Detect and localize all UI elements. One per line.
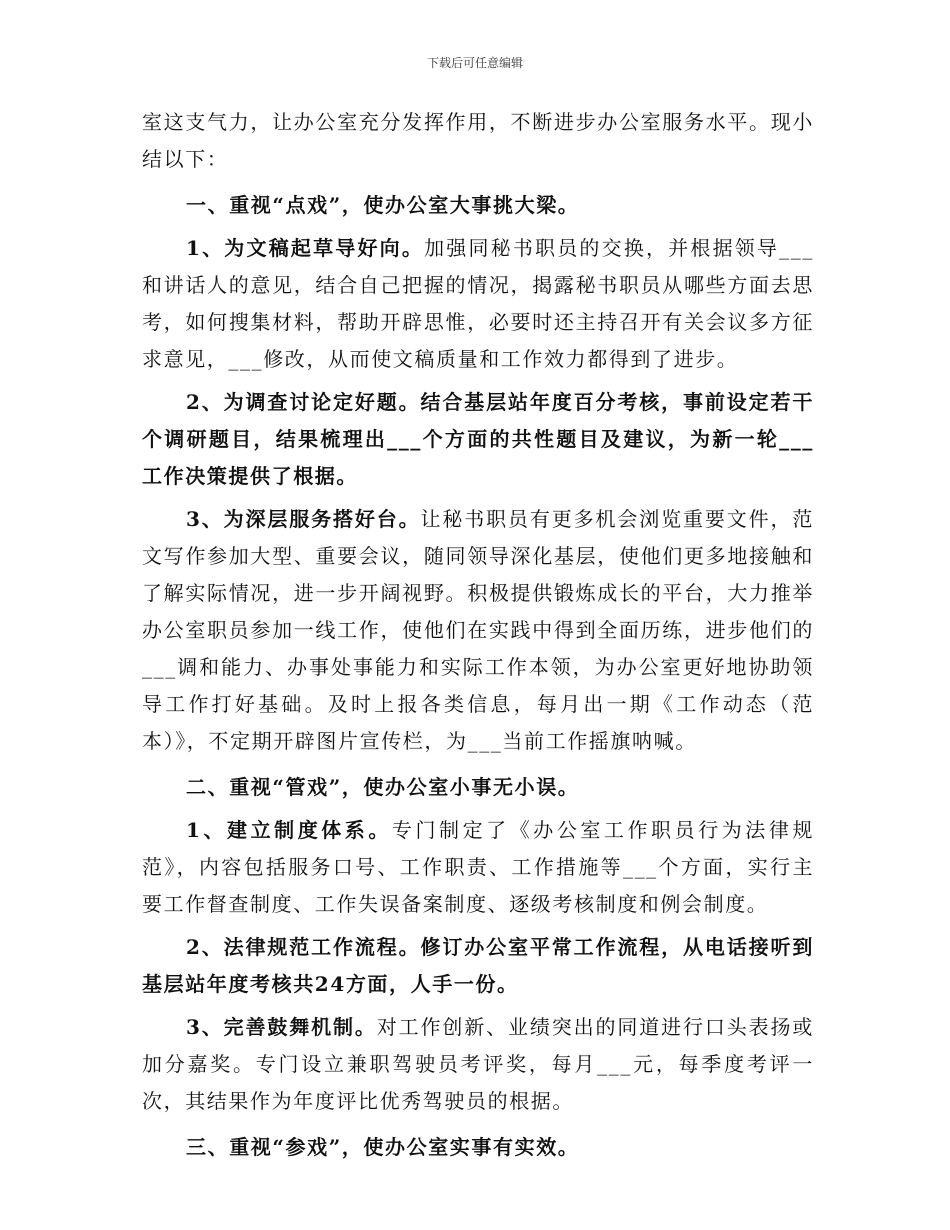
paragraph-intro: 室这支气力，让办公室充分发挥作用，不断进步办公室服务水平。现小结以下： (142, 110, 814, 171)
paragraph-4-body: 专门制定了《办公室工作职员行为法律规范》，内容包括服务口号、工作职责、工作措施等___个方面，实行主要工作督查制度、工作失误备案制度、逐级考核制度和例会制度。 (142, 818, 814, 916)
section-heading-2: 二、重视“管戏”，使办公室小事无小误。 (186, 775, 580, 799)
paragraph-6 (142, 1009, 814, 1120)
paragraph-1 (142, 230, 814, 378)
paragraph-1-body: 加强同秘书职员的交换，并根据领导___和讲话人的意见，结合自己把握的情况，揭露秘书职员从哪些方面去思考，如何搜集材料，帮助开辟思惟，必要时还主持召开有关会议多方征求意见，___修改，从而使文稿质量和工作效力都得到了进步。 (142, 236, 814, 371)
paragraph-3-body: 让秘书职员有更多机会浏览重要文件，范文写作参加大型、重要会议，随同领导深化基层，使他们更多地接触和了解实际情况，进一步开阔视野。积极提供锻炼成长的平台，大力推举办公室职员参加一线工作，使他们在实践中得到全面历练，进步他们的___调和能力、办事处事能力和实际工作本领，为办公室更好地协助领导工作打好基础。及时上报各类信息，每月出一期《工作动态（范本）》，不定期开辟图片宣传栏，为___当前工作摇旗呐喊。 (142, 507, 814, 753)
section-heading-1: 一、重视“点戏”，使办公室大事挑大梁。 (186, 193, 580, 217)
paragraph-3-lead: 3、为深层服务搭好台。 (186, 507, 421, 531)
paragraph-2: 2、为调查讨论定好题。结合基层站年度百分考核，事前设定若干个调研题目，结果梳理出___个方面的共性题目及建议，为新一轮___工作决策提供了根据。 (142, 390, 814, 488)
paragraph-5: 2、法律规范工作流程。修订办公室平常工作流程，从电话接听到基层站年度考核共24方面，人手一份。 (142, 935, 814, 996)
paragraph-1-lead: 1、为文稿起草导好向。 (186, 236, 425, 260)
paragraph-6-lead: 3、完善鼓舞机制。 (186, 1015, 377, 1039)
paragraph-6-body: 对工作创新、业绩突出的同道进行口头表扬或加分嘉奖。专门设立兼职驾驶员考评奖，每月___元，每季度考评一次，其结果作为年度评比优秀驾驶员的根据。 (142, 1015, 815, 1113)
page-header-note: 下载后可任意编辑 (426, 56, 523, 70)
paragraph-3 (142, 501, 814, 760)
section-heading-3: 三、重视“参戏”，使办公室实事有实效。 (186, 1135, 580, 1159)
document-body (142, 104, 814, 1166)
paragraph-4 (142, 812, 814, 923)
paragraph-4-lead: 1、建立制度体系。 (186, 818, 392, 842)
